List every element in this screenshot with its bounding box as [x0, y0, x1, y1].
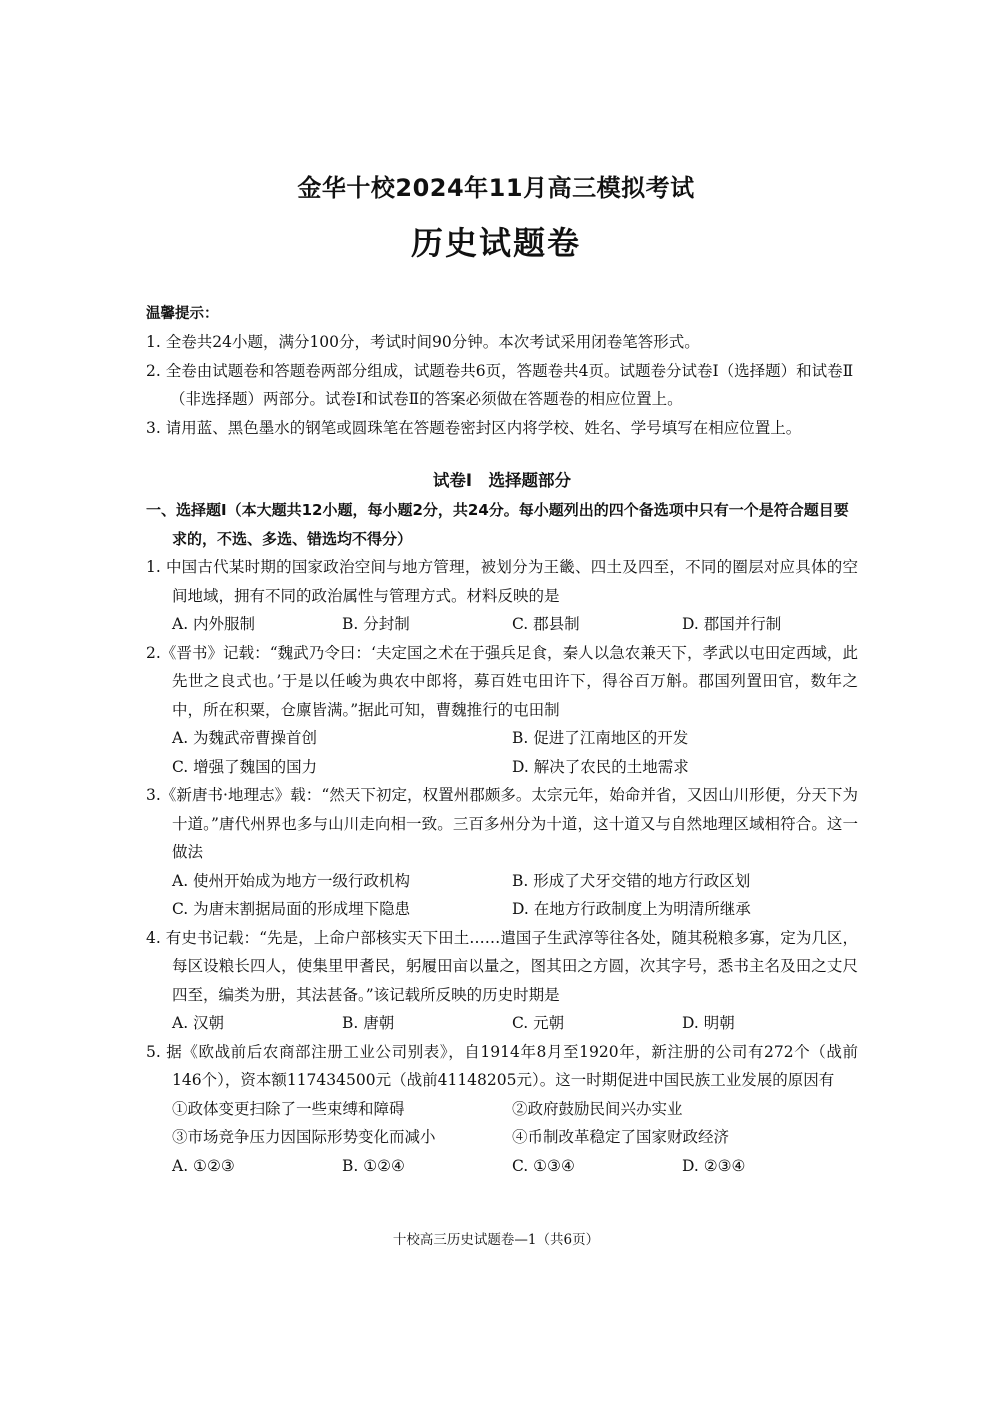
question-4	[146, 924, 858, 1038]
option-c: C. 郡县制	[512, 615, 580, 633]
tips-heading: 温馨提示：	[146, 306, 219, 322]
question-2	[146, 639, 858, 782]
question-stem: 1. 中国古代某时期的国家政治空间与地方管理，被划分为王畿、四土及四至，不同的圈层对应具体的空间地域，拥有不同的政治属性与管理方式。材料反映的是	[146, 558, 858, 605]
options-row	[146, 1152, 858, 1181]
statements-grid	[146, 1095, 858, 1152]
option-a: A. ①②③	[172, 1156, 235, 1175]
option-a: A. 为魏武帝曹操首创	[172, 729, 318, 747]
option-d: D. 在地方行政制度上为明清所继承	[512, 900, 751, 918]
option-c: C. 元朝	[512, 1014, 565, 1032]
question-stem: 4. 有史书记载：“先是，上命户部核实天下田土……遣国子生武淳等往各处，随其税粮多寡，定为几区，每区设粮长四人，使集里甲耆民，躬履田亩以量之，图其田之方圆，次其字号，悉书主名及田之丈尺四至，编类为册，其法甚备。”该记载所反映的历史时期是	[146, 928, 858, 1004]
option-a: A. 内外服制	[172, 615, 256, 633]
options-row	[146, 1009, 858, 1038]
option-b: B. 唐朝	[342, 1014, 395, 1032]
option-c: C. ①③④	[512, 1156, 575, 1175]
option-a: A. 使州开始成为地方一级行政机构	[172, 871, 411, 890]
question-3	[146, 781, 858, 924]
options-row	[146, 610, 858, 639]
options-grid	[146, 867, 858, 924]
option-a: A. 汉朝	[172, 1014, 225, 1032]
exam-content	[146, 302, 858, 1180]
option-b: B. 形成了犬牙交错的地方行政区划	[512, 871, 751, 890]
tip-item: 1. 全卷共24小题，满分100分，考试时间90分钟。本次考试采用闭卷笔答形式。	[146, 333, 700, 351]
option-d: D. 明朝	[682, 1014, 735, 1032]
option-c: C. 增强了魏国的国力	[172, 757, 318, 776]
tip-item: 3. 请用蓝、黑色墨水的钢笔或圆珠笔在答题卷密封区内将学校、姓名、学号填写在相应位置上。	[146, 418, 802, 437]
statement-1: ①政体变更扫除了一些束缚和障碍	[172, 1099, 405, 1118]
part-heading: 一、选择题Ⅰ（本大题共12小题，每小题2分，共24分。每小题列出的四个备选项中只有一个是符合题目要求的，不选、多选、错选均不得分）	[146, 501, 849, 548]
question-stem: 5. 据《欧战前后农商部注册工业公司别表》，自1914年8月至1920年，新注册的公司有272个（战前146个），资本额117434500元（战前41148205元）。这一时期促进中国民族工业发展的原因有	[146, 1042, 858, 1089]
exam-title: 金华十校2024年11月高三模拟考试	[297, 174, 695, 202]
option-c: C. 为唐末割据局面的形成埋下隐患	[172, 900, 411, 918]
question-stem: 2.《晋书》记载：“魏武乃令曰：‘夫定国之术在于强兵足食，秦人以急农兼天下，孝武以屯田定西域，此先世之良式也。’于是以任峻为典农中郎将，募百姓屯田许下，得谷百万斛。郡国列置田官，数年之中，所在积粟，仓廪皆满。”据此可知，曹魏推行的屯田制	[146, 643, 858, 719]
option-b: B. 分封制	[342, 615, 410, 633]
exam-subtitle: 历史试题卷	[410, 224, 581, 262]
question-1	[146, 553, 858, 639]
question-stem: 3.《新唐书·地理志》载：“然天下初定，权置州郡颇多。太宗元年，始命并省，又因山川形便，分天下为十道。”唐代州界也多与山川走向相一致。三百多州分为十道，这十道又与自然地理区域相符合。这一做法	[146, 786, 858, 861]
option-b: B. ①②④	[342, 1156, 405, 1175]
statement-4: ④币制改革稳定了国家财政经济	[512, 1128, 730, 1146]
option-d: D. 解决了农民的土地需求	[512, 757, 689, 776]
tips-block	[146, 302, 858, 442]
section-title: 试卷Ⅰ 选择题部分	[432, 471, 572, 490]
statement-3: ③市场竞争压力因国际形势变化而减小	[172, 1128, 436, 1146]
tip-item: 2. 全卷由试题卷和答题卷两部分组成，试题卷共6页，答题卷共4页。试题卷分试卷Ⅰ（选择题）和试卷Ⅱ（非选择题）两部分。试卷Ⅰ和试卷Ⅱ的答案必须做在答题卷的相应位置上。	[146, 361, 854, 408]
option-b: B. 促进了江南地区的开发	[512, 729, 689, 747]
question-5	[146, 1038, 858, 1181]
option-d: D. 郡国并行制	[682, 615, 782, 633]
option-d: D. ②③④	[682, 1156, 746, 1175]
statement-2: ②政府鼓励民间兴办实业	[512, 1099, 683, 1118]
options-grid	[146, 724, 858, 781]
page-footer: 十校高三历史试题卷—1（共6页）	[392, 1232, 600, 1248]
